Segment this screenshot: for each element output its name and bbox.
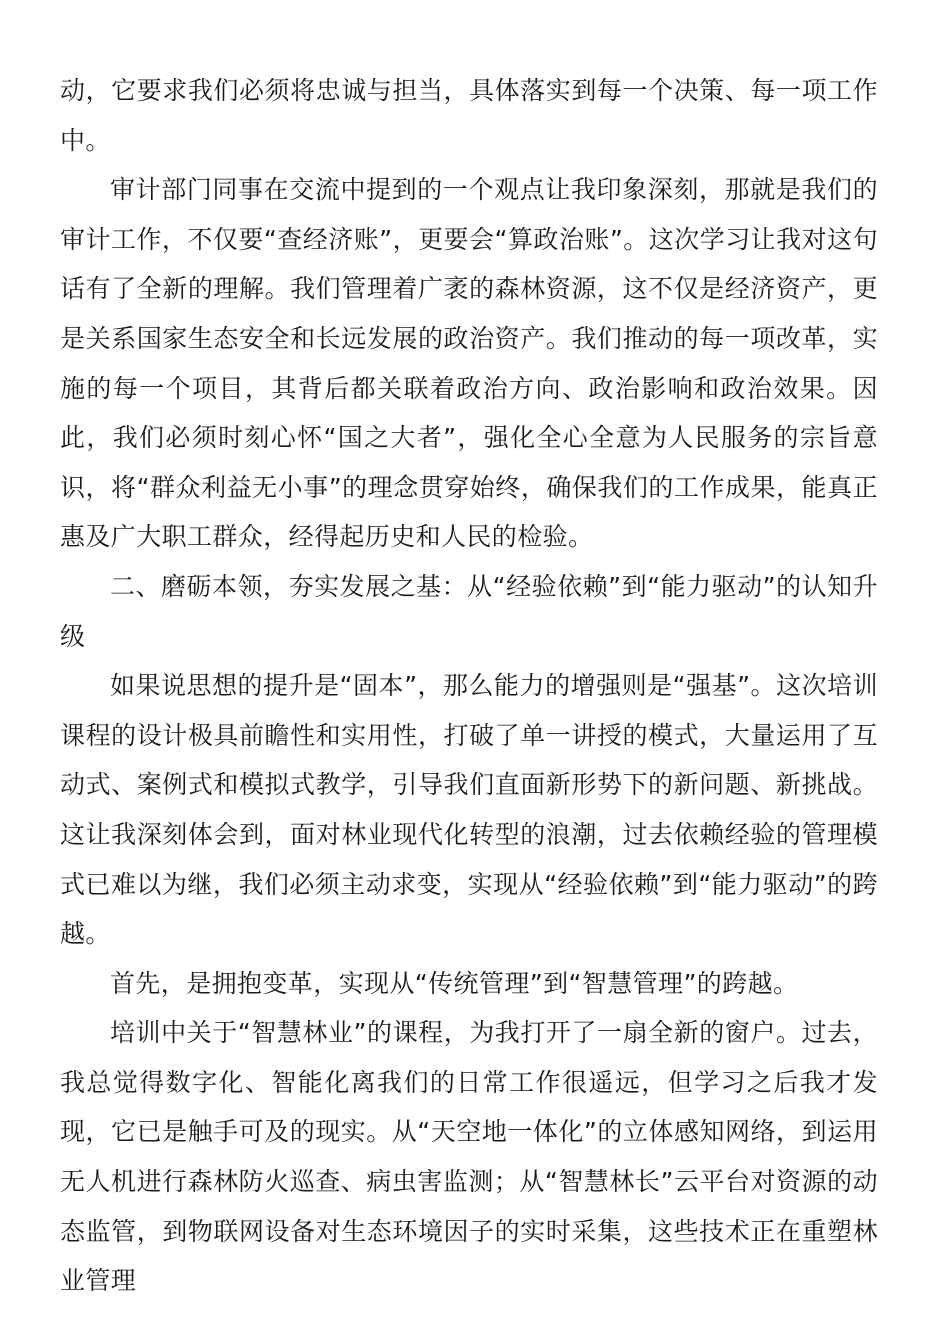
- paragraph-smart-forestry: 培训中关于“智慧林业”的课程，为我打开了一扇全新的窗户。过去，我总觉得数字化、智能化离我们的日常工作很遥远，但学习之后我才发现，它已是触手可及的现实。从“天空地一体化”的立体感知网络，到运用无人机进行森林防火巡查、病虫害监测；从“智慧林长”云平台对资源的动态监管，到物联网设备对生态环境因子的实时采集，这些技术正在重塑林业管理: [60, 1018, 878, 1296]
- paragraph-capability: 如果说思想的提升是“固本”，那么能力的增强则是“强基”。这次培训课程的设计极具前瞻性和实用性，打破了单一讲授的模式，大量运用了互动式、案例式和模拟式教学，引导我们直面新形势下的新问题、新挑战。这让我深刻体会到，面对林业现代化转型的浪潮，过去依赖经验的管理模式已难以为继，我们必须主动求变，实现从“经验依赖”到“能力驱动”的跨越。: [60, 671, 878, 949]
- paragraph-audit-insight: 审计部门同事在交流中提到的一个观点让我印象深刻，那就是我们的审计工作，不仅要“查经济账”，更要会“算政治账”。这次学习让我对这句话有了全新的理解。我们管理着广袤的森林资源，这不仅是经济资产，更是关系国家生态安全和长远发展的政治资产。我们推动的每一项改革，实施的每一个项目，其背后都关联着政治方向、政治影响和政治效果。因此，我们必须时刻心怀“国之大者”，强化全心全意为人民服务的宗旨意识，将“群众利益无小事”的理念贯穿始终，确保我们的工作成果，能真正惠及广大职工群众，经得起历史和人民的检验。: [60, 175, 878, 552]
- document-body: [60, 66, 878, 1306]
- paragraph-continuation: 动，它要求我们必须将忠诚与担当，具体落实到每一个决策、每一项工作中。: [60, 76, 878, 155]
- section-heading-two: 二、磨砺本领，夯实发展之基：从“经验依赖”到“能力驱动”的认知升级: [60, 571, 878, 651]
- paragraph-first-point: 首先，是拥抱变革，实现从“传统管理”到“智慧管理”的跨越。: [110, 968, 799, 998]
